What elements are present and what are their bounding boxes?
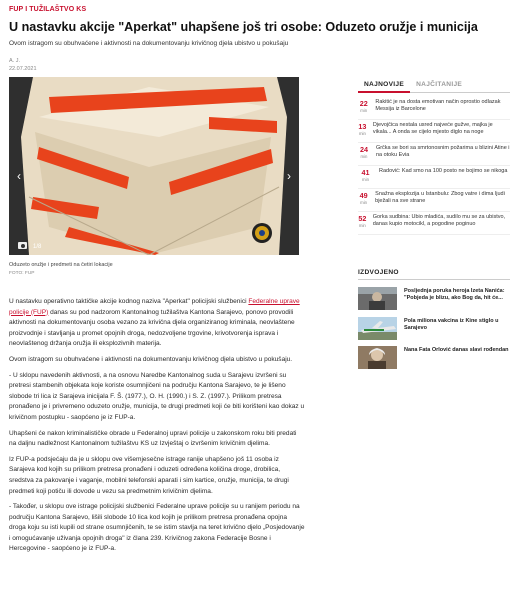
list-item[interactable] <box>358 143 510 166</box>
list-item[interactable] <box>358 120 510 143</box>
list-item[interactable] <box>358 166 510 189</box>
izdvojeno-item[interactable] <box>358 317 510 340</box>
news-time-unit: min <box>358 131 366 136</box>
news-time-value: 22 <box>359 99 368 108</box>
izdvojeno-thumbnail[interactable] <box>358 317 397 340</box>
gallery-next-button[interactable]: › <box>287 169 291 183</box>
news-time-value: 41 <box>361 168 370 177</box>
article-body <box>9 297 305 555</box>
article-title: U nastavku akcije "Aperkat" uhapšene još tri osobe: Oduzeto oružje i municija <box>9 20 478 34</box>
evidence-bag-illustration <box>9 77 299 255</box>
article-author: A. J. <box>9 58 21 64</box>
tab-najnovije[interactable]: NAJNOVIJE <box>358 78 410 93</box>
list-item[interactable] <box>358 212 510 235</box>
paragraph <box>9 297 305 350</box>
news-list <box>358 97 510 235</box>
news-title[interactable]: Snažna eksplozija u Istanbulu: Zbog vatre i dima ljudi bježali na sve strane <box>375 191 505 204</box>
news-time <box>358 122 367 142</box>
izdvojeno-thumbnail[interactable] <box>358 346 397 369</box>
izdvojeno-title[interactable]: Pola miliona vakcina iz Kine stiglo u Sarajevo <box>404 318 499 331</box>
news-time-value: 24 <box>359 145 368 154</box>
news-time-value: 13 <box>358 122 367 131</box>
news-time-unit: min <box>362 177 369 182</box>
news-time <box>358 168 373 188</box>
news-time <box>358 191 369 211</box>
fup-link[interactable]: Federalne uprave policije (FUP) <box>9 298 300 316</box>
izdvojeno-heading: IZDVOJENO <box>358 269 510 280</box>
news-title[interactable]: Rakitić je na dosta emotivan način oprostio odlazak Messija iz Barcelone <box>375 99 501 112</box>
izdvojeno-item[interactable] <box>358 287 510 310</box>
news-time-value: 49 <box>359 191 368 200</box>
izdvojeno-title[interactable]: Posljednja poruka heroja Izeta Nanića: "Pobjeda je blizu, ako Bog da, hit će... <box>404 288 505 301</box>
tab-najcitanije[interactable]: NAJČITANIJE <box>416 81 463 88</box>
news-title[interactable]: Djevojčica nestala usred najveće gužve, majka je vikala... A onda se cijelo mjesto diglo na noge <box>372 122 493 135</box>
news-time-value: 52 <box>358 214 367 223</box>
news-title[interactable]: Grčka se bori sa smrtonosnim požarima u blizini Atine i na otoku Evia <box>375 145 510 158</box>
list-item[interactable] <box>358 189 510 212</box>
news-time-unit: min <box>360 108 368 113</box>
news-time <box>358 145 370 165</box>
camera-icon <box>18 242 27 249</box>
news-title[interactable]: Gorka sudbina: Ubio mladića, sudilo mu se za ubistvo, danas kupio motocikl, a pogodine poginuo <box>372 214 506 227</box>
news-title[interactable]: Radović: Kad smo na 100 posto ne bojimo se nikoga <box>379 168 508 174</box>
izdvojeno-thumbnail[interactable] <box>358 287 397 310</box>
news-tabs <box>358 78 510 93</box>
paragraph-text: danas su pod nadzorom Kantonalnog tužilaštva Kantona Sarajevo, ponovo provodili aktivnosti na dokumentovanju osoba vezano za krivična djela organiziranog kriminala, neovlaštene proizvodnje i stavljanja u promet opojnih droga, nedozvoljene trgovine, krivotvorenja isprava i neovlaštenog držanja oružja ili eksplozivnih materija. <box>9 308 295 348</box>
news-time <box>358 99 369 119</box>
sidebar-news <box>358 78 510 235</box>
paragraph: Iz FUP-a podsjećaju da je u sklopu ove višemjesečne istrage ranije uhapšeno još 11 osoba iz Sarajeva kod kojih su prilikom pretresa pronađeni i oduzeti određena količina droge, drobilica, sredstva za pakovanje i vaganje, mobilni telefonski aparati i sim kartice, oružje, municija, te drugi predmeti koji potiču ili dovode u vezu sa predmetnim krivičnim djelima. <box>9 455 289 495</box>
paragraph: - Također, u sklopu ove istrage policijski službenici Federalne uprave policije su u ranijem periodu na području Kantona Sarajevo, lišili slobode 10 lica kod kojih je prilikom pretresa pronađena opojna droga koju su isti kupili od strane osumnjičenih, te se istim stavlja na teret krivično djelo „Posjedovanje i omogućavanje uživanja opojnih droga" iz člana 239. Krivičnog zakona Federacije Bosne i Hercegovine - saopćeno je iz FUP-a. <box>9 503 305 553</box>
article-date: 22.07.2021 <box>9 66 37 72</box>
paragraph-text: U nastavku operativno taktičke akcije kodnog naziva "Aperkat" policijski službenici <box>9 298 249 305</box>
photo-credit: FOTO: FUP <box>9 271 35 276</box>
news-time <box>358 214 367 234</box>
gallery-image[interactable] <box>9 77 299 255</box>
image-caption: Oduzeto oružje i predmeti na četiri lokacije <box>9 262 113 268</box>
news-time-unit: min <box>360 154 368 159</box>
category-label[interactable]: FUP I TUŽILAŠTVO KS <box>9 6 87 13</box>
news-time-unit: min <box>358 223 366 228</box>
gallery-counter: 1/8 <box>33 244 42 250</box>
article-lead: Ovom istragom su obuhvaćene i aktivnosti na dokumentovanju krivičnog djela ubistvo u pokušaju <box>9 40 289 47</box>
list-item[interactable] <box>358 97 510 120</box>
izdvojeno-title[interactable]: Nana Fata Orlović danas slavi rođendan <box>404 347 509 353</box>
paragraph: - U sklopu navedenih aktivnosti, a na osnovu Naredbe Kantonalnog suda u Sarajevu izvršeni su pretresi stambenih objekata koje koriste osumnjičeni na području Kantona Sarajevo, te je lišeno slobode tri lica iz Sarajeva inicijala F. Š. (1977.), O. H. (1990.) i S. Z. (1997.). Prilikom pretresa pronađeno je i privremeno oduzeto oružje, municija, te drugi predmeti koji će biti korišteni kao dokaz u krivičnom postupku - saopćeno je iz FUP-a. <box>9 371 305 421</box>
news-time-unit: min <box>360 200 368 205</box>
gallery-prev-button[interactable]: ‹ <box>17 169 21 183</box>
izdvojeno-item[interactable] <box>358 346 510 369</box>
paragraph: Uhapšeni će nakon kriminalističke obrade u Federalnoj upravi policije u zakonskom roku biti predati na daljnu nadležnost Kantonalnom tužilaštvu KS uz Izvještaj o izvršenim krivičnim djelima. <box>9 429 297 448</box>
paragraph: Ovom istragom su obuhvaćene i aktivnosti na dokumentovanju krivičnog djela ubistvo u pokušaju. <box>9 355 293 363</box>
